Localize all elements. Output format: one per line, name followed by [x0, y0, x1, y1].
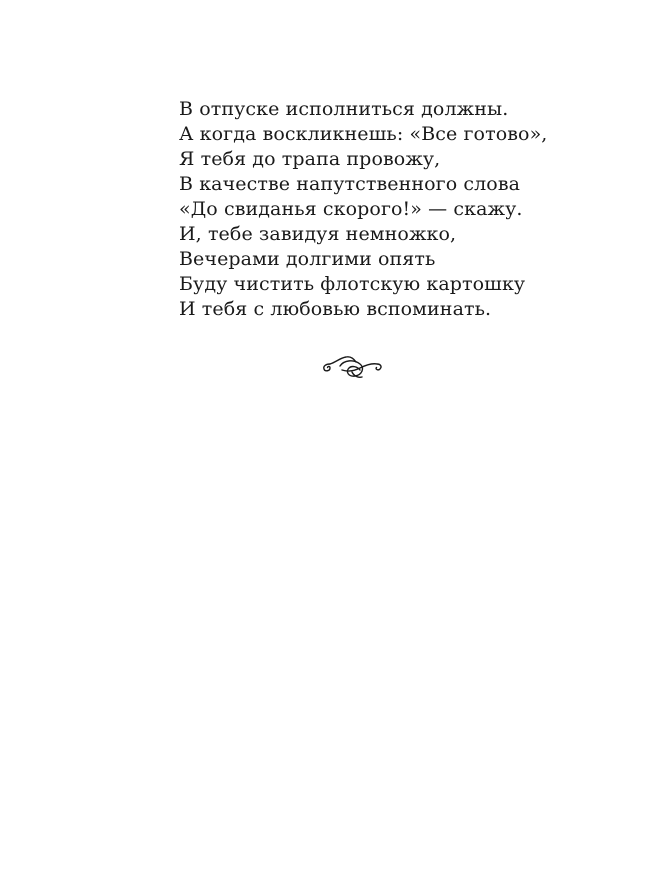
poem-line: В качестве напутственного слова	[179, 173, 521, 195]
poem-line: Вечерами долгими опять	[179, 248, 436, 270]
poem-stanza	[179, 97, 547, 322]
poem-line: И тебя с любовью вспоминать.	[179, 298, 492, 320]
poem-line: Буду чистить флотскую картошку	[179, 273, 526, 295]
poem-line: В отпуске исполниться должны.	[179, 98, 509, 120]
poem-line: И, тебе завидуя немножко,	[179, 223, 457, 245]
poem-line: Я тебя до трапа провожу,	[179, 148, 441, 170]
poem-line: А когда воскликнешь: «Все готово»,	[179, 123, 548, 145]
fleuron-icon	[320, 350, 384, 382]
poem-line: «До свиданья скорого!» — скажу.	[179, 198, 523, 220]
